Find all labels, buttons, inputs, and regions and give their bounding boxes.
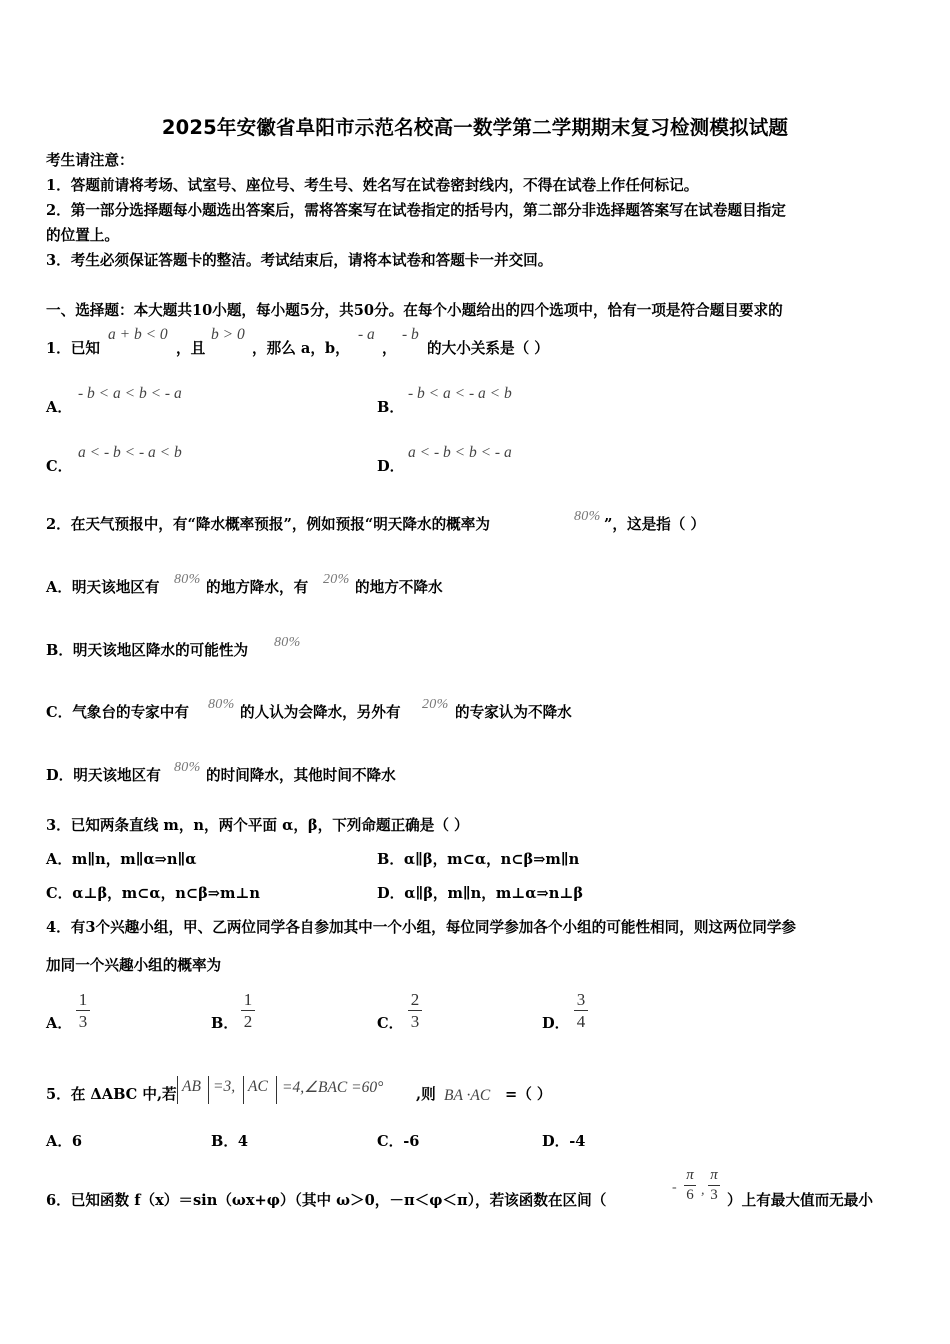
q5-option-c: C．-6: [377, 1133, 420, 1150]
q6-minus: -: [672, 1180, 677, 1195]
q2-stem-pre: 2．在天气预报中，有“降水概率预报”，例如预报“明天降水的概率为: [46, 516, 490, 533]
q3-option-c: C．α⊥β，m⊂α，n⊂β⇒m⊥n: [46, 885, 261, 902]
q5-pre: 5．在 ΔABC 中,若: [46, 1086, 177, 1103]
q2-option-c-pct80: 80%: [208, 697, 235, 712]
fraction-denominator: 3: [710, 1187, 718, 1203]
q4-option-b-label: B．: [211, 1015, 238, 1032]
q5-mid: ,则: [416, 1086, 436, 1103]
q1-math-1: a + b < 0: [108, 326, 168, 343]
q1-option-d-label: D．: [377, 458, 405, 475]
q5-option-b: B．4: [211, 1133, 249, 1150]
q4-option-a-label: A．: [46, 1015, 72, 1032]
q5-vector-product: BA ·AC: [444, 1087, 491, 1104]
q1-num: 1．已知: [46, 340, 100, 357]
fraction-numerator: π: [710, 1167, 718, 1183]
q4-option-d-label: D．: [542, 1015, 570, 1032]
q2-option-c-pre: C．气象台的专家中有: [46, 704, 189, 721]
q4-stem-2: 加同一个兴趣小组的概率为: [46, 957, 222, 974]
q5-math-ac: AC: [248, 1078, 268, 1095]
fraction-numerator: 2: [410, 990, 420, 1009]
abs-bar: [243, 1076, 244, 1104]
fraction-denominator: 3: [410, 1012, 420, 1031]
q2-option-d-pct80: 80%: [174, 760, 201, 775]
q1-option-d: a < - b < b < - a: [408, 444, 512, 461]
fraction-denominator: 4: [576, 1012, 586, 1031]
q1-option-b-label: B．: [377, 399, 404, 416]
abs-bar: [208, 1076, 209, 1104]
q1-text-4: 的大小关系是（ ）: [427, 340, 549, 357]
q3-option-d: D．α∥β，m∥n，m⊥α⇒n⊥β: [377, 885, 584, 902]
q2-option-d-pre: D．明天该地区有: [46, 767, 161, 784]
q2-option-a-pct80: 80%: [174, 572, 201, 587]
fraction-numerator: 1: [243, 990, 253, 1009]
fraction-denominator: 6: [686, 1187, 694, 1203]
q1-option-a: - b < a < b < - a: [78, 385, 182, 402]
fraction-bar: [574, 1010, 588, 1011]
section-heading: 一、选择题：本大题共10小题，每小题5分，共50分。在每个小题给出的四个选项中，恰有一项是符合题目要求的: [46, 302, 783, 319]
q6-fraction-pi-3: [708, 1167, 720, 1204]
q2-option-d-post: 的时间降水，其他时间不降水: [206, 767, 396, 784]
q2-option-a-pre: A．明天该地区有: [46, 579, 160, 596]
q1-text-1: ，且: [176, 340, 206, 357]
q6-comma: ,: [701, 1183, 705, 1198]
q4-option-c-label: C．: [377, 1015, 404, 1032]
q1-math-3: - a: [358, 326, 375, 343]
q1-text-2: ，那么 a，b，: [252, 340, 350, 357]
q3-stem: 3．已知两条直线 m，n，两个平面 α，β，下列命题正确是（ ）: [46, 817, 469, 834]
q2-option-c-pct20: 20%: [422, 697, 449, 712]
q2-option-b-pct80: 80%: [274, 635, 301, 650]
q1-option-a-label: A．: [46, 399, 72, 416]
page-title: 2025年安徽省阜阳市示范名校高一数学第二学期期末复习检测模拟试题: [161, 116, 789, 139]
fraction-numerator: π: [686, 1167, 694, 1183]
q2-option-c-mid: 的人认为会降水，另外有: [240, 704, 401, 721]
notice-heading: 考生请注意：: [46, 152, 134, 169]
fraction-bar: [76, 1010, 90, 1011]
q1-math-4: - b: [402, 326, 419, 343]
fraction-bar: [408, 1010, 422, 1011]
q3-option-a: A．m∥n，m∥α⇒n∥α: [46, 851, 197, 868]
q1-option-b: - b < a < - a < b: [408, 385, 512, 402]
abs-bar: [177, 1076, 178, 1104]
notice-item-1: 1．答题前请将考场、试室号、座位号、考生号、姓名写在试卷密封线内，不得在试卷上作任何标记。: [46, 177, 699, 194]
fraction-denominator: 2: [243, 1012, 253, 1031]
q4-option-d-fraction: [574, 990, 588, 1031]
notice-item-2a: 2．第一部分选择题每小题选出答案后，需将答案写在试卷指定的括号内，第二部分非选择题答案写在试卷题目指定: [46, 202, 786, 219]
q5-post: =（ ）: [505, 1086, 552, 1103]
q5-math-ab: AB: [182, 1078, 201, 1095]
q1-option-c: a < - b < - a < b: [78, 444, 182, 461]
q4-option-a-fraction: [76, 990, 90, 1031]
abs-bar: [276, 1076, 277, 1104]
q6-post: ）上有最大值而无最小: [727, 1192, 873, 1209]
q2-stem-pct80: 80%: [574, 509, 601, 524]
notice-item-3: 3．考生必须保证答题卡的整洁。考试结束后，请将本试卷和答题卡一并交回。: [46, 252, 553, 269]
q2-option-a-post: 的地方不降水: [355, 579, 443, 596]
fraction-bar: [684, 1185, 696, 1186]
q1-math-2: b > 0: [211, 326, 245, 343]
q6-fraction-pi-6: [684, 1167, 696, 1204]
q5-math-angle: =4,∠BAC =60°: [282, 1079, 384, 1096]
q2-option-b-pre: B．明天该地区降水的可能性为: [46, 642, 249, 659]
q2-option-a-mid: 的地方降水，有: [206, 579, 309, 596]
q5-option-a: A．6: [46, 1133, 83, 1150]
notice-item-2b: 的位置上。: [46, 227, 119, 244]
q3-option-b: B．α∥β，m⊂α，n⊂β⇒m∥n: [377, 851, 580, 868]
fraction-denominator: 3: [78, 1012, 88, 1031]
fraction-numerator: 1: [78, 990, 88, 1009]
fraction-bar: [241, 1010, 255, 1011]
q4-option-b-fraction: [241, 990, 255, 1031]
q1-option-c-label: C．: [46, 458, 73, 475]
q2-option-a-pct20: 20%: [323, 572, 350, 587]
q5-option-d: D．-4: [542, 1133, 586, 1150]
fraction-numerator: 3: [576, 990, 586, 1009]
q1-text-3: ，: [382, 340, 397, 357]
q2-option-c-post: 的专家认为不降水: [455, 704, 572, 721]
q6-pre: 6．已知函数 f（x）＝sin（ωx+φ）（其中 ω＞0，－π＜φ＜π），若该函数在区间（: [46, 1192, 607, 1209]
q4-stem-1: 4．有3个兴趣小组，甲、乙两位同学各自参加其中一个小组，每位同学参加各个小组的可能性相同，则这两位同学参: [46, 919, 797, 936]
q5-math-eq3: =3,: [213, 1078, 236, 1095]
q4-option-c-fraction: [408, 990, 422, 1031]
q2-stem-post: ”，这是指（ ）: [604, 516, 706, 533]
fraction-bar: [708, 1185, 720, 1186]
